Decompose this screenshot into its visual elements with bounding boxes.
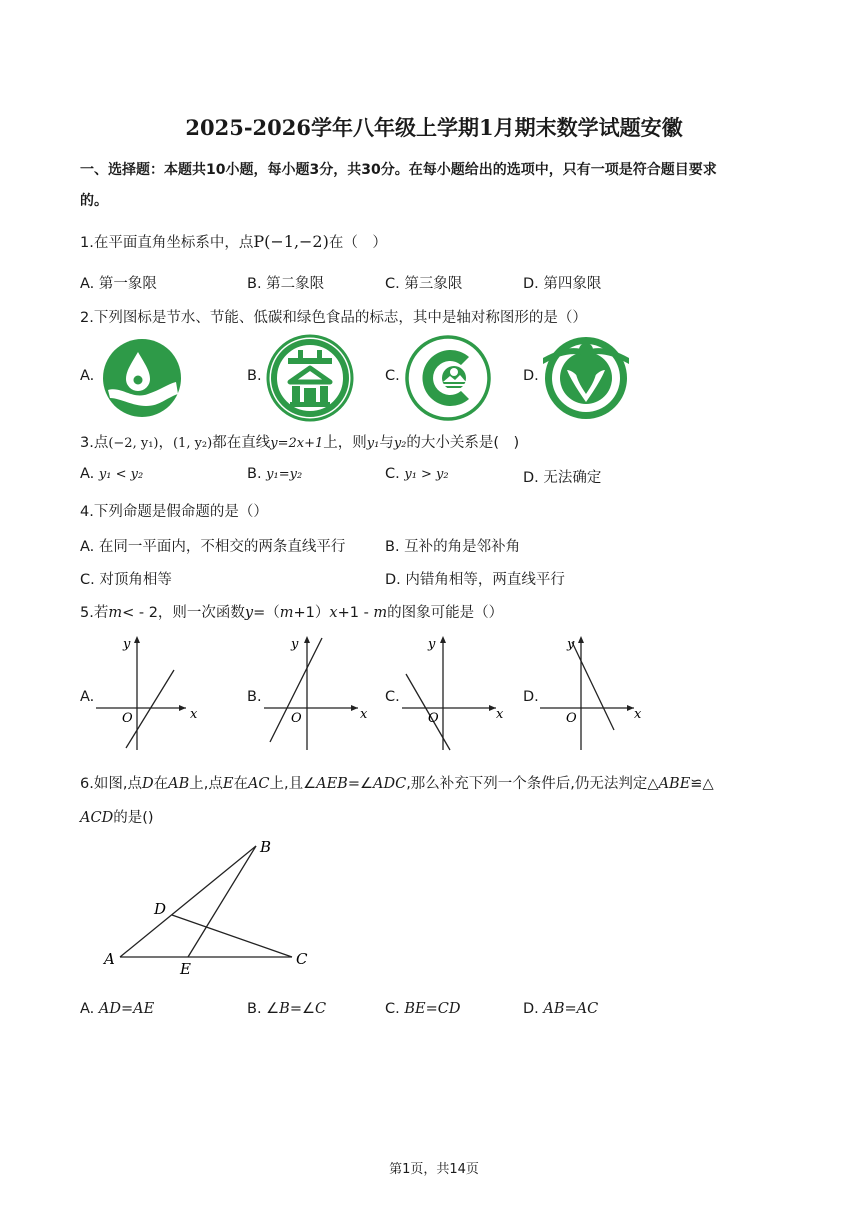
origin-label: O xyxy=(291,711,302,726)
q5-option-a[interactable]: A. xyxy=(80,689,95,705)
origin-label: O xyxy=(428,711,439,726)
q2-option-d[interactable]: D. xyxy=(523,368,539,384)
x-axis-label: x xyxy=(360,707,368,722)
y-axis-label: y xyxy=(567,637,575,652)
q5-graph-a xyxy=(94,632,204,752)
question-5-stem: 5.若m< - 2，则一次函数y=（m+1）x+1 - m的图象可能是（） xyxy=(80,605,504,621)
q3-option-a[interactable]: A. y₁ < y₂ xyxy=(80,466,144,482)
q3-option-b[interactable]: B. y₁=y₂ xyxy=(247,466,303,482)
q2-option-b[interactable]: B. xyxy=(247,368,262,384)
question-6-stem: 6.如图,点D在AB上,点E在AC上,且∠AEB=∠ADC,那么补充下列一个条件后,仍无法判定△ABE≌△ xyxy=(80,776,714,792)
question-3-stem: 3.点(−2, y₁)，(1, y₂)都在直线y=2x+1上，则y₁与y₂的大小关系是( ) xyxy=(80,435,520,451)
q6-option-c[interactable]: C. BE=CD xyxy=(385,1001,461,1017)
section-header-cont: 的。 xyxy=(80,193,108,209)
q1-option-c[interactable]: C. 第三象限 xyxy=(385,276,463,292)
page-title: 2025-2026学年八年级上学期1月期末数学试题安徽 xyxy=(185,115,683,140)
vertex-label-c: C xyxy=(296,950,308,968)
q4-option-c[interactable]: C. 对顶角相等 xyxy=(80,572,172,588)
section-header: 一、选择题：本题共10小题，每小题3分，共30分。在每小题给出的选项中，只有一项是符合题目要求 xyxy=(80,162,717,178)
y-axis-label: y xyxy=(291,637,299,652)
vertex-label-b: B xyxy=(260,838,272,856)
q5-graph-d xyxy=(538,632,648,752)
x-axis-label: x xyxy=(496,707,504,722)
q1-option-d[interactable]: D. 第四象限 xyxy=(523,276,602,292)
water-saving-logo-icon xyxy=(102,338,182,418)
x-axis-label: x xyxy=(634,707,642,722)
question-6-stem-cont: ACD的是() xyxy=(80,810,154,826)
q5-option-b[interactable]: B. xyxy=(247,689,262,705)
y-axis-label: y xyxy=(123,637,131,652)
q2-option-a[interactable]: A. xyxy=(80,368,95,384)
y-axis-label: y xyxy=(428,637,436,652)
vertex-label-e: E xyxy=(180,960,191,978)
q3-option-c[interactable]: C. y₁ > y₂ xyxy=(385,466,449,482)
q4-option-a[interactable]: A. 在同一平面内，不相交的两条直线平行 xyxy=(80,539,346,555)
q6-option-a[interactable]: A. AD=AE xyxy=(80,1001,155,1017)
q6-option-b[interactable]: B. ∠B=∠C xyxy=(247,1001,327,1017)
q2-option-c[interactable]: C. xyxy=(385,368,400,384)
q4-option-b[interactable]: B. 互补的角是邻补角 xyxy=(385,539,521,555)
q5-graph-b xyxy=(262,632,372,752)
q5-option-c[interactable]: C. xyxy=(385,689,400,705)
q3-option-d[interactable]: D. 无法确定 xyxy=(523,470,602,486)
question-1-stem: 1.在平面直角坐标系中，点P(−1,−2)在（ ） xyxy=(80,232,387,251)
origin-label: O xyxy=(122,711,133,726)
q6-triangle-figure xyxy=(100,836,320,976)
page-footer: 第1页，共14页 xyxy=(389,1162,479,1177)
vertex-label-a: A xyxy=(104,950,115,968)
q1-option-b[interactable]: B. 第二象限 xyxy=(247,276,325,292)
question-2-stem: 2.下列图标是节水、节能、低碳和绿色食品的标志，其中是轴对称图形的是（） xyxy=(80,310,587,326)
energy-saving-logo-icon xyxy=(266,334,354,422)
q1-option-a[interactable]: A. 第一象限 xyxy=(80,276,157,292)
point-P: P(−1,−2) xyxy=(253,232,329,251)
q5-option-d[interactable]: D. xyxy=(523,689,539,705)
low-carbon-logo-icon xyxy=(405,335,491,421)
x-axis-label: x xyxy=(190,707,198,722)
q4-option-d[interactable]: D. 内错角相等，两直线平行 xyxy=(385,572,565,588)
question-4-stem: 4.下列命题是假命题的是（） xyxy=(80,504,268,520)
green-food-logo-icon xyxy=(543,336,629,420)
q5-graph-c xyxy=(400,632,510,752)
vertex-label-d: D xyxy=(154,900,167,918)
q6-option-d[interactable]: D. AB=AC xyxy=(523,1001,599,1017)
origin-label: O xyxy=(566,711,577,726)
